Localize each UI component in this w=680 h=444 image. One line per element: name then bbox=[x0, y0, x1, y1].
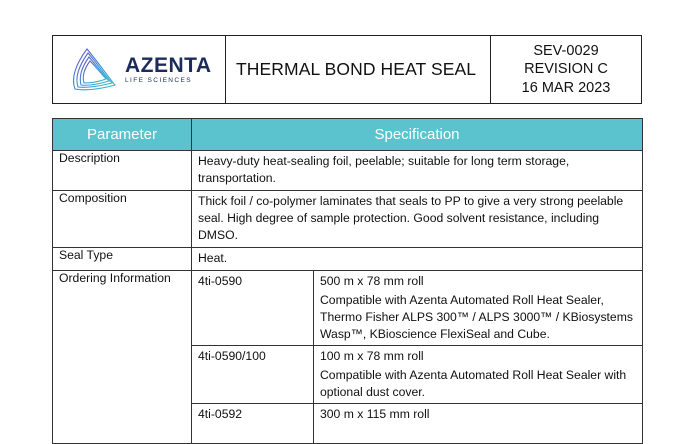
logo-text bbox=[125, 55, 212, 84]
param-description: Description bbox=[53, 151, 192, 191]
param-composition: Composition bbox=[53, 191, 192, 248]
logo-word: AZENTA bbox=[125, 54, 212, 77]
value-composition: Thick foil / co-polymer laminates that seals to PP to give a very strong peelable seal. High degree of sample protection. Good solvent resistance, including DMSO. bbox=[192, 191, 643, 248]
logo-cell bbox=[53, 36, 226, 103]
azenta-logo-icon bbox=[67, 45, 119, 95]
revision-date: 16 MAR 2023 bbox=[521, 79, 611, 96]
ordering-row bbox=[53, 271, 643, 346]
document-header bbox=[52, 35, 642, 104]
order-code: 4ti-0590 bbox=[192, 271, 314, 346]
table-row bbox=[53, 151, 643, 191]
param-ordering: Ordering Information bbox=[53, 271, 192, 444]
table-header-row bbox=[53, 119, 643, 151]
param-seal-type: Seal Type bbox=[53, 248, 192, 271]
table-row bbox=[53, 191, 643, 248]
header-parameter: Parameter bbox=[53, 119, 192, 151]
value-description: Heavy-duty heat-sealing foil, peelable; suitable for long term storage, transportation. bbox=[192, 151, 643, 191]
order-note: Compatible with Azenta Automated Roll Heat Sealer with optional dust cover. bbox=[320, 368, 627, 399]
header-specification: Specification bbox=[192, 119, 643, 151]
value-seal-type: Heat. bbox=[192, 248, 643, 271]
order-size: 500 m x 78 mm roll bbox=[320, 274, 424, 288]
document-meta bbox=[491, 36, 641, 103]
logo-subtitle: LIFE SCIENCES bbox=[125, 77, 192, 84]
table-row bbox=[53, 248, 643, 271]
document-title: THERMAL BOND HEAT SEAL bbox=[226, 36, 491, 103]
order-note: Compatible with Azenta Automated Roll Heat Sealer, Thermo Fisher ALPS 300™ / ALPS 3000™ / KBiosystems Wasp™, KBioscience FlexiSeal and Cube. bbox=[320, 293, 633, 341]
doc-number: SEV-0029 bbox=[533, 42, 599, 59]
order-code: 4ti-0592 bbox=[192, 404, 314, 444]
revision: REVISION C bbox=[524, 61, 608, 78]
order-detail bbox=[314, 346, 643, 404]
order-detail bbox=[314, 271, 643, 346]
order-size: 100 m x 78 mm roll bbox=[320, 349, 424, 363]
specification-table bbox=[52, 118, 643, 444]
order-code: 4ti-0590/100 bbox=[192, 346, 314, 404]
order-size: 300 m x 115 mm roll bbox=[320, 407, 430, 421]
order-detail bbox=[314, 404, 643, 444]
